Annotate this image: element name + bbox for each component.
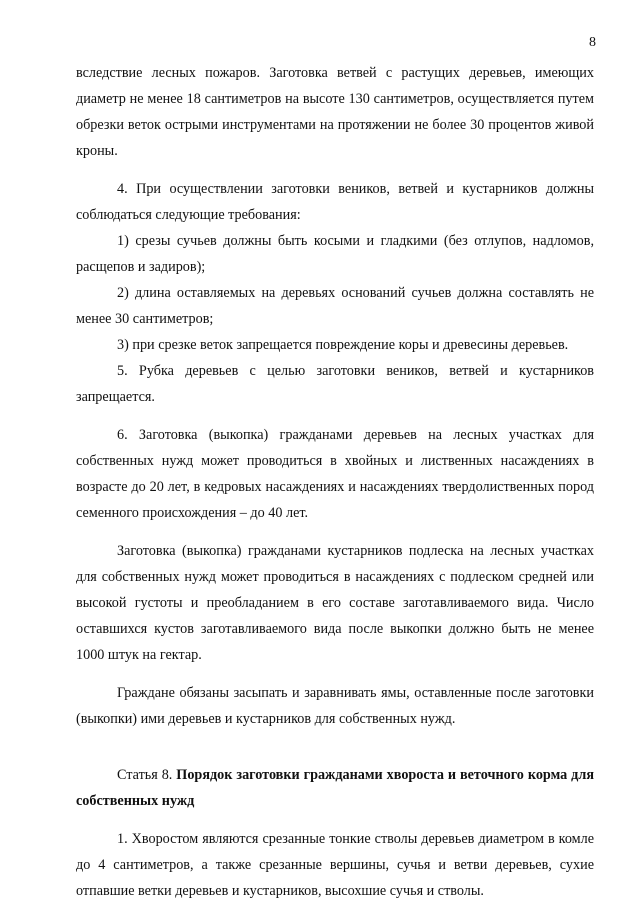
paragraph-shrubs: Заготовка (выкопка) гражданами кустарников подлеска на лесных участках для собственных нужд может проводиться в насаждениях с подлеском средней или высокой густоты и преобладанием в его составе заготавливаемого вида. Число оставшихся кустов заготавливаемого вида после выкопки должно быть не менее 1000 штук на гектар.: [76, 543, 594, 663]
page-number: 8: [589, 35, 596, 50]
paragraph-requirement-2: 2) длина оставляемых на деревьях оснований сучьев должна составлять не менее 30 сантиметров;: [76, 285, 594, 327]
article-heading: [76, 762, 594, 814]
document-body: [76, 60, 594, 904]
paragraph-continuation: вследствие лесных пожаров. Заготовка ветвей с растущих деревьев, имеющих диаметр не менее 18 сантиметров на высоте 130 сантиметров, осуществляется путем обрезки веток острыми инструментами на протяжении не более 30 процентов живой кроны.: [76, 65, 594, 159]
paragraph-requirement-3: 3) при срезке веток запрещается повреждение коры и древесины деревьев.: [117, 337, 569, 353]
article-title: Порядок заготовки гражданами хвороста и веточного корма для собственных нужд: [76, 767, 594, 809]
paragraph-item-5: 5. Рубка деревьев с целью заготовки веников, ветвей и кустарников запрещается.: [76, 363, 594, 405]
paragraph-item-4: 4. При осуществлении заготовки веников, ветвей и кустарников должны соблюдаться следующие требования:: [76, 181, 594, 223]
paragraph-item-6: 6. Заготовка (выкопка) гражданами деревьев на лесных участках для собственных нужд может проводиться в хвойных и лиственных насаждениях в возрасте до 20 лет, в кедровых насаждениях и насаждениях твердолиственных пород семенного происхождения – до 40 лет.: [76, 427, 594, 521]
article-number: Статья 8.: [117, 767, 177, 783]
paragraph-citizens-obligation: Граждане обязаны засыпать и заравнивать ямы, оставленные после заготовки (выкопки) ими деревьев и кустарников для собственных нужд.: [76, 685, 594, 727]
paragraph-article-8-item-1: 1. Хворостом являются срезанные тонкие стволы деревьев диаметром в комле до 4 сантиметров, а также срезанные вершины, сучья и ветви деревьев, сухие отпавшие ветки деревьев и кустарников, высохшие сучья и стволы.: [76, 831, 594, 899]
paragraph-requirement-1: 1) срезы сучьев должны быть косыми и гладкими (без отлупов, надломов, расщепов и задиров);: [76, 233, 594, 275]
